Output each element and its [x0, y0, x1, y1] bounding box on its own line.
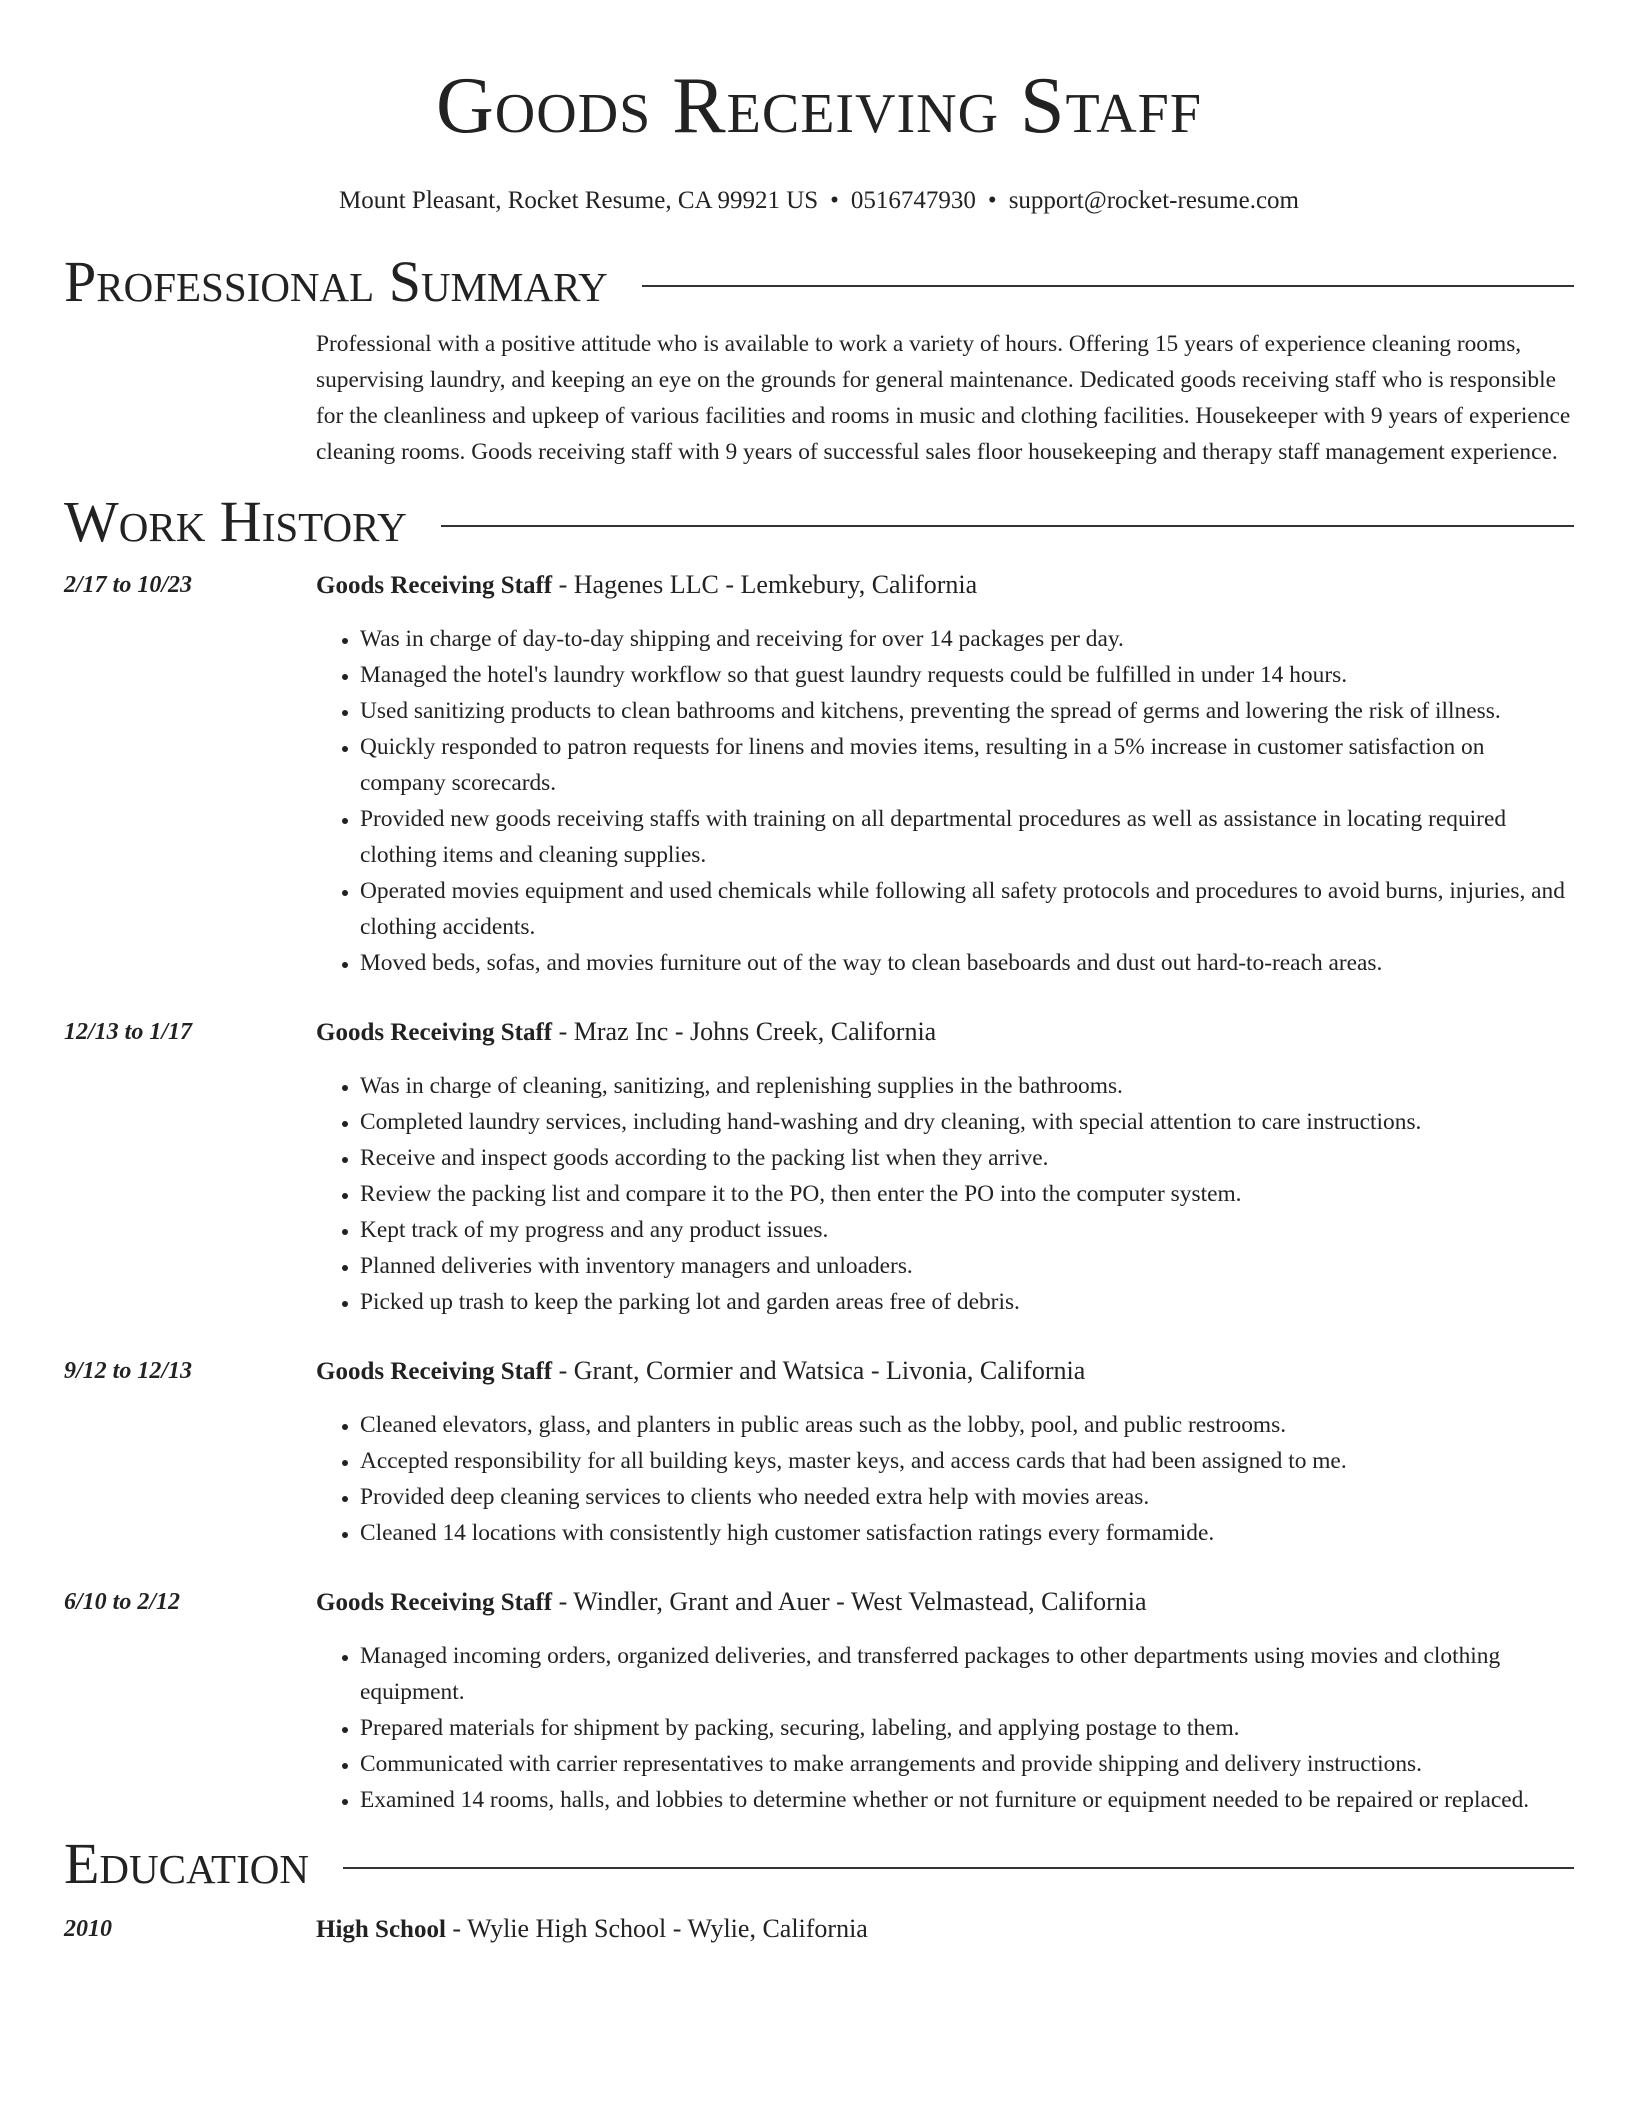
work-section-header — [64, 490, 1574, 554]
job-bullet: • Provided new goods receiving staffs with training on all departmental procedures as well as assistance in locating required clothing items and cleaning supplies. — [360, 801, 1574, 873]
job-bullets — [316, 1638, 1574, 1818]
job-dates: 2/17 to 10/23 — [64, 572, 193, 598]
job-heading — [316, 1015, 1574, 1050]
separator: • — [987, 187, 997, 214]
summary-section-title: Professional Summary — [64, 249, 608, 314]
summary-section-header — [64, 250, 1574, 314]
section-divider — [441, 525, 1574, 527]
job-employer: - Grant, Cormier and Watsica - Livonia, California — [552, 1356, 1086, 1385]
job-bullet: • Managed incoming orders, organized deliveries, and transferred packages to other departments using movies and clothing equipment. — [360, 1638, 1574, 1710]
contact-line — [64, 186, 1574, 216]
job-body — [316, 568, 1574, 981]
education-year: 2010 — [64, 1916, 112, 1942]
education-school: - Wylie High School - Wylie, California — [445, 1914, 868, 1943]
job-body — [316, 1015, 1574, 1320]
job-bullet: • Communicated with carrier representatives to make arrangements and provide shipping and delivery instructions. — [360, 1746, 1574, 1782]
job-entry — [64, 568, 1574, 981]
job-bullet: • Completed laundry services, including hand-washing and dry cleaning, with special attention to care instructions. — [360, 1104, 1574, 1140]
address: Mount Pleasant, Rocket Resume, CA 99921 US — [339, 187, 819, 214]
resume-page — [64, 0, 1574, 1947]
job-bullets — [316, 621, 1574, 981]
education-section-title: Education — [64, 1831, 309, 1896]
job-role: Goods Receiving Staff — [316, 1358, 553, 1385]
education-entry — [64, 1912, 1574, 1947]
job-bullet: • Examined 14 rooms, halls, and lobbies to determine whether or not furniture or equipment needed to be repaired or replaced. — [360, 1782, 1574, 1818]
job-bullet: • Quickly responded to patron requests for linens and movies items, resulting in a 5% increase in customer satisfaction on company scorecards. — [360, 729, 1574, 801]
job-bullet: • Was in charge of cleaning, sanitizing, and replenishing supplies in the bathrooms. — [360, 1068, 1574, 1104]
education-section-header — [64, 1832, 1574, 1896]
education-body — [316, 1912, 1574, 1947]
email: support@rocket-resume.com — [1008, 187, 1299, 214]
education-list — [64, 1912, 1574, 1947]
job-bullet: • Prepared materials for shipment by packing, securing, labeling, and applying postage to them. — [360, 1710, 1574, 1746]
job-bullet: • Cleaned 14 locations with consistently high customer satisfaction ratings every formamide. — [360, 1515, 1574, 1551]
job-bullet: • Receive and inspect goods according to the packing list when they arrive. — [360, 1140, 1574, 1176]
job-bullets — [316, 1068, 1574, 1320]
section-divider — [642, 285, 1574, 287]
job-entry — [64, 1015, 1574, 1320]
job-bullet: • Operated movies equipment and used chemicals while following all safety protocols and procedures to avoid burns, injuries, and clothing accidents. — [360, 873, 1574, 945]
job-bullet: • Managed the hotel's laundry workflow so that guest laundry requests could be fulfilled in under 14 hours. — [360, 657, 1574, 693]
job-bullet: • Kept track of my progress and any product issues. — [360, 1212, 1574, 1248]
candidate-name: Goods Receiving Staff — [436, 62, 1202, 150]
job-bullet: • Review the packing list and compare it to the PO, then enter the PO into the computer system. — [360, 1176, 1574, 1212]
summary-text: Professional with a positive attitude who is available to work a variety of hours. Offering 15 years of experience cleaning rooms, supervising laundry, and keeping an eye on the grounds for general maintenance. Dedicated goods receiving staff who is responsible for the cleanliness and upkeep of various facilities and rooms in music and clothing facilities. Housekeeper with 9 years of experience cleaning rooms. Goods receiving staff with 9 years of successful sales floor housekeeping and therapy staff management experience. — [316, 331, 1571, 465]
education-degree: High School — [316, 1916, 446, 1943]
phone: 0516747930 — [850, 187, 976, 214]
job-bullet: • Was in charge of day-to-day shipping and receiving for over 14 packages per day. — [360, 621, 1574, 657]
job-employer: - Hagenes LLC - Lemkebury, California — [552, 570, 978, 599]
job-role: Goods Receiving Staff — [316, 572, 553, 599]
job-body — [316, 1354, 1574, 1551]
job-bullet: • Moved beds, sofas, and movies furniture out of the way to clean baseboards and dust out hard-to-reach areas. — [360, 945, 1574, 981]
job-bullet: • Picked up trash to keep the parking lot and garden areas free of debris. — [360, 1284, 1574, 1320]
job-bullet: • Used sanitizing products to clean bathrooms and kitchens, preventing the spread of germs and lowering the risk of illness. — [360, 693, 1574, 729]
job-heading — [316, 1585, 1574, 1620]
job-heading — [316, 568, 1574, 603]
work-section-title: Work History — [64, 489, 407, 554]
job-dates: 6/10 to 2/12 — [64, 1589, 181, 1615]
job-bullet: • Planned deliveries with inventory managers and unloaders. — [360, 1248, 1574, 1284]
job-dates: 9/12 to 12/13 — [64, 1358, 193, 1384]
education-heading — [316, 1912, 1574, 1947]
job-entry — [64, 1354, 1574, 1551]
job-bullet: • Cleaned elevators, glass, and planters in public areas such as the lobby, pool, and public restrooms. — [360, 1407, 1574, 1443]
job-employer: - Windler, Grant and Auer - West Velmastead, California — [552, 1587, 1147, 1616]
work-history-list — [64, 568, 1574, 1818]
job-bullet: • Provided deep cleaning services to clients who needed extra help with movies areas. — [360, 1479, 1574, 1515]
job-role: Goods Receiving Staff — [316, 1019, 553, 1046]
job-bullets — [316, 1407, 1574, 1551]
job-role: Goods Receiving Staff — [316, 1589, 553, 1616]
job-bullet: • Accepted responsibility for all building keys, master keys, and access cards that had been assigned to me. — [360, 1443, 1574, 1479]
job-heading — [316, 1354, 1574, 1389]
separator: • — [830, 187, 839, 214]
job-entry — [64, 1585, 1574, 1818]
section-divider — [343, 1867, 1574, 1869]
job-dates: 12/13 to 1/17 — [64, 1019, 193, 1045]
job-body — [316, 1585, 1574, 1818]
job-employer: - Mraz Inc - Johns Creek, California — [552, 1017, 937, 1046]
